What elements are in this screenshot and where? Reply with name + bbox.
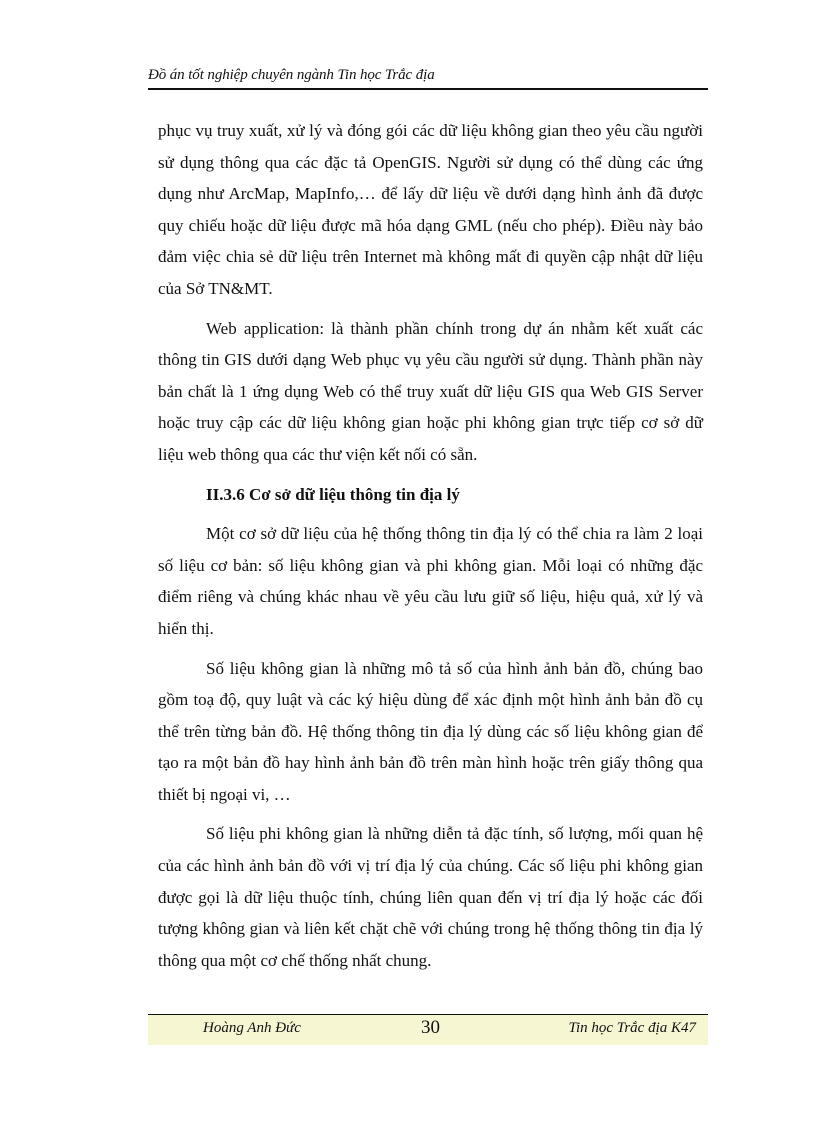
- paragraph-web-gis-server: phục vụ truy xuất, xử lý và đóng gói các dữ liệu không gian theo yêu cầu người sử dụng thông qua các đặc tả OpenGIS. Người sử dụng có thể dùng các ứng dụng như ArcMap, MapInfo,… để lấy dữ liệu về dưới dạng hình ảnh đã được quy chiếu hoặc dữ liệu được mã hóa dạng GML (nếu cho phép). Điều này bảo đảm việc chia sẻ dữ liệu trên Internet mà không mất đi quyền cập nhật dữ liệu của Sở TN&MT.: [158, 121, 703, 298]
- page-header: [148, 64, 708, 90]
- page-footer: [148, 1014, 708, 1045]
- paragraph-spatial-data: Số liệu không gian là những mô tả số của hình ảnh bản đồ, chúng bao gồm toạ độ, quy luật và các ký hiệu dùng để xác định một hình ảnh bản đồ cụ thể trên từng bản đồ. Hệ thống thông tin địa lý dùng các số liệu không gian để tạo ra một bản đồ hay hình ảnh bản đồ trên màn hình hoặc trên giấy thông qua thiết bị ngoại vi, …: [158, 658, 703, 804]
- document-body: [158, 115, 703, 976]
- header-title: Đồ án tốt nghiệp chuyên ngành Tin học Trắc địa: [148, 67, 435, 83]
- page-number: 30: [421, 1017, 440, 1038]
- footer-author: Hoàng Anh Đức: [203, 1020, 301, 1036]
- footer-course: Tin học Trắc địa K47: [568, 1020, 696, 1036]
- paragraph-database-overview: Một cơ sở dữ liệu của hệ thống thông tin địa lý có thể chia ra làm 2 loại số liệu cơ bản: số liệu không gian và phi không gian. Mỗi loại có những đặc điểm riêng và chúng khác nhau về yêu cầu lưu giữ số liệu, hiệu quả, xử lý và hiển thị.: [158, 524, 703, 638]
- section-heading: II.3.6 Cơ sở dữ liệu thông tin địa lý: [206, 484, 460, 504]
- paragraph-web-application: Web application: là thành phần chính trong dự án nhằm kết xuất các thông tin GIS dưới dạng Web phục vụ yêu cầu người sử dụng. Thành phần này bản chất là 1 ứng dụng Web có thể truy xuất dữ liệu GIS qua Web GIS Server hoặc truy cập các dữ liệu không gian hoặc phi không gian trực tiếp cơ sở dữ liệu web thông qua các thư viện kết nối có sẵn.: [158, 318, 703, 464]
- paragraph-non-spatial-data: Số liệu phi không gian là những diễn tả đặc tính, số lượng, mối quan hệ của các hình ảnh bản đồ với vị trí địa lý của chúng. Các số liệu phi không gian được gọi là dữ liệu thuộc tính, chúng liên quan đến vị trí địa lý hoặc các đối tượng không gian và liên kết chặt chẽ với chúng trong hệ thống thông tin địa lý thông qua một cơ chế thống nhất chung.: [158, 824, 703, 970]
